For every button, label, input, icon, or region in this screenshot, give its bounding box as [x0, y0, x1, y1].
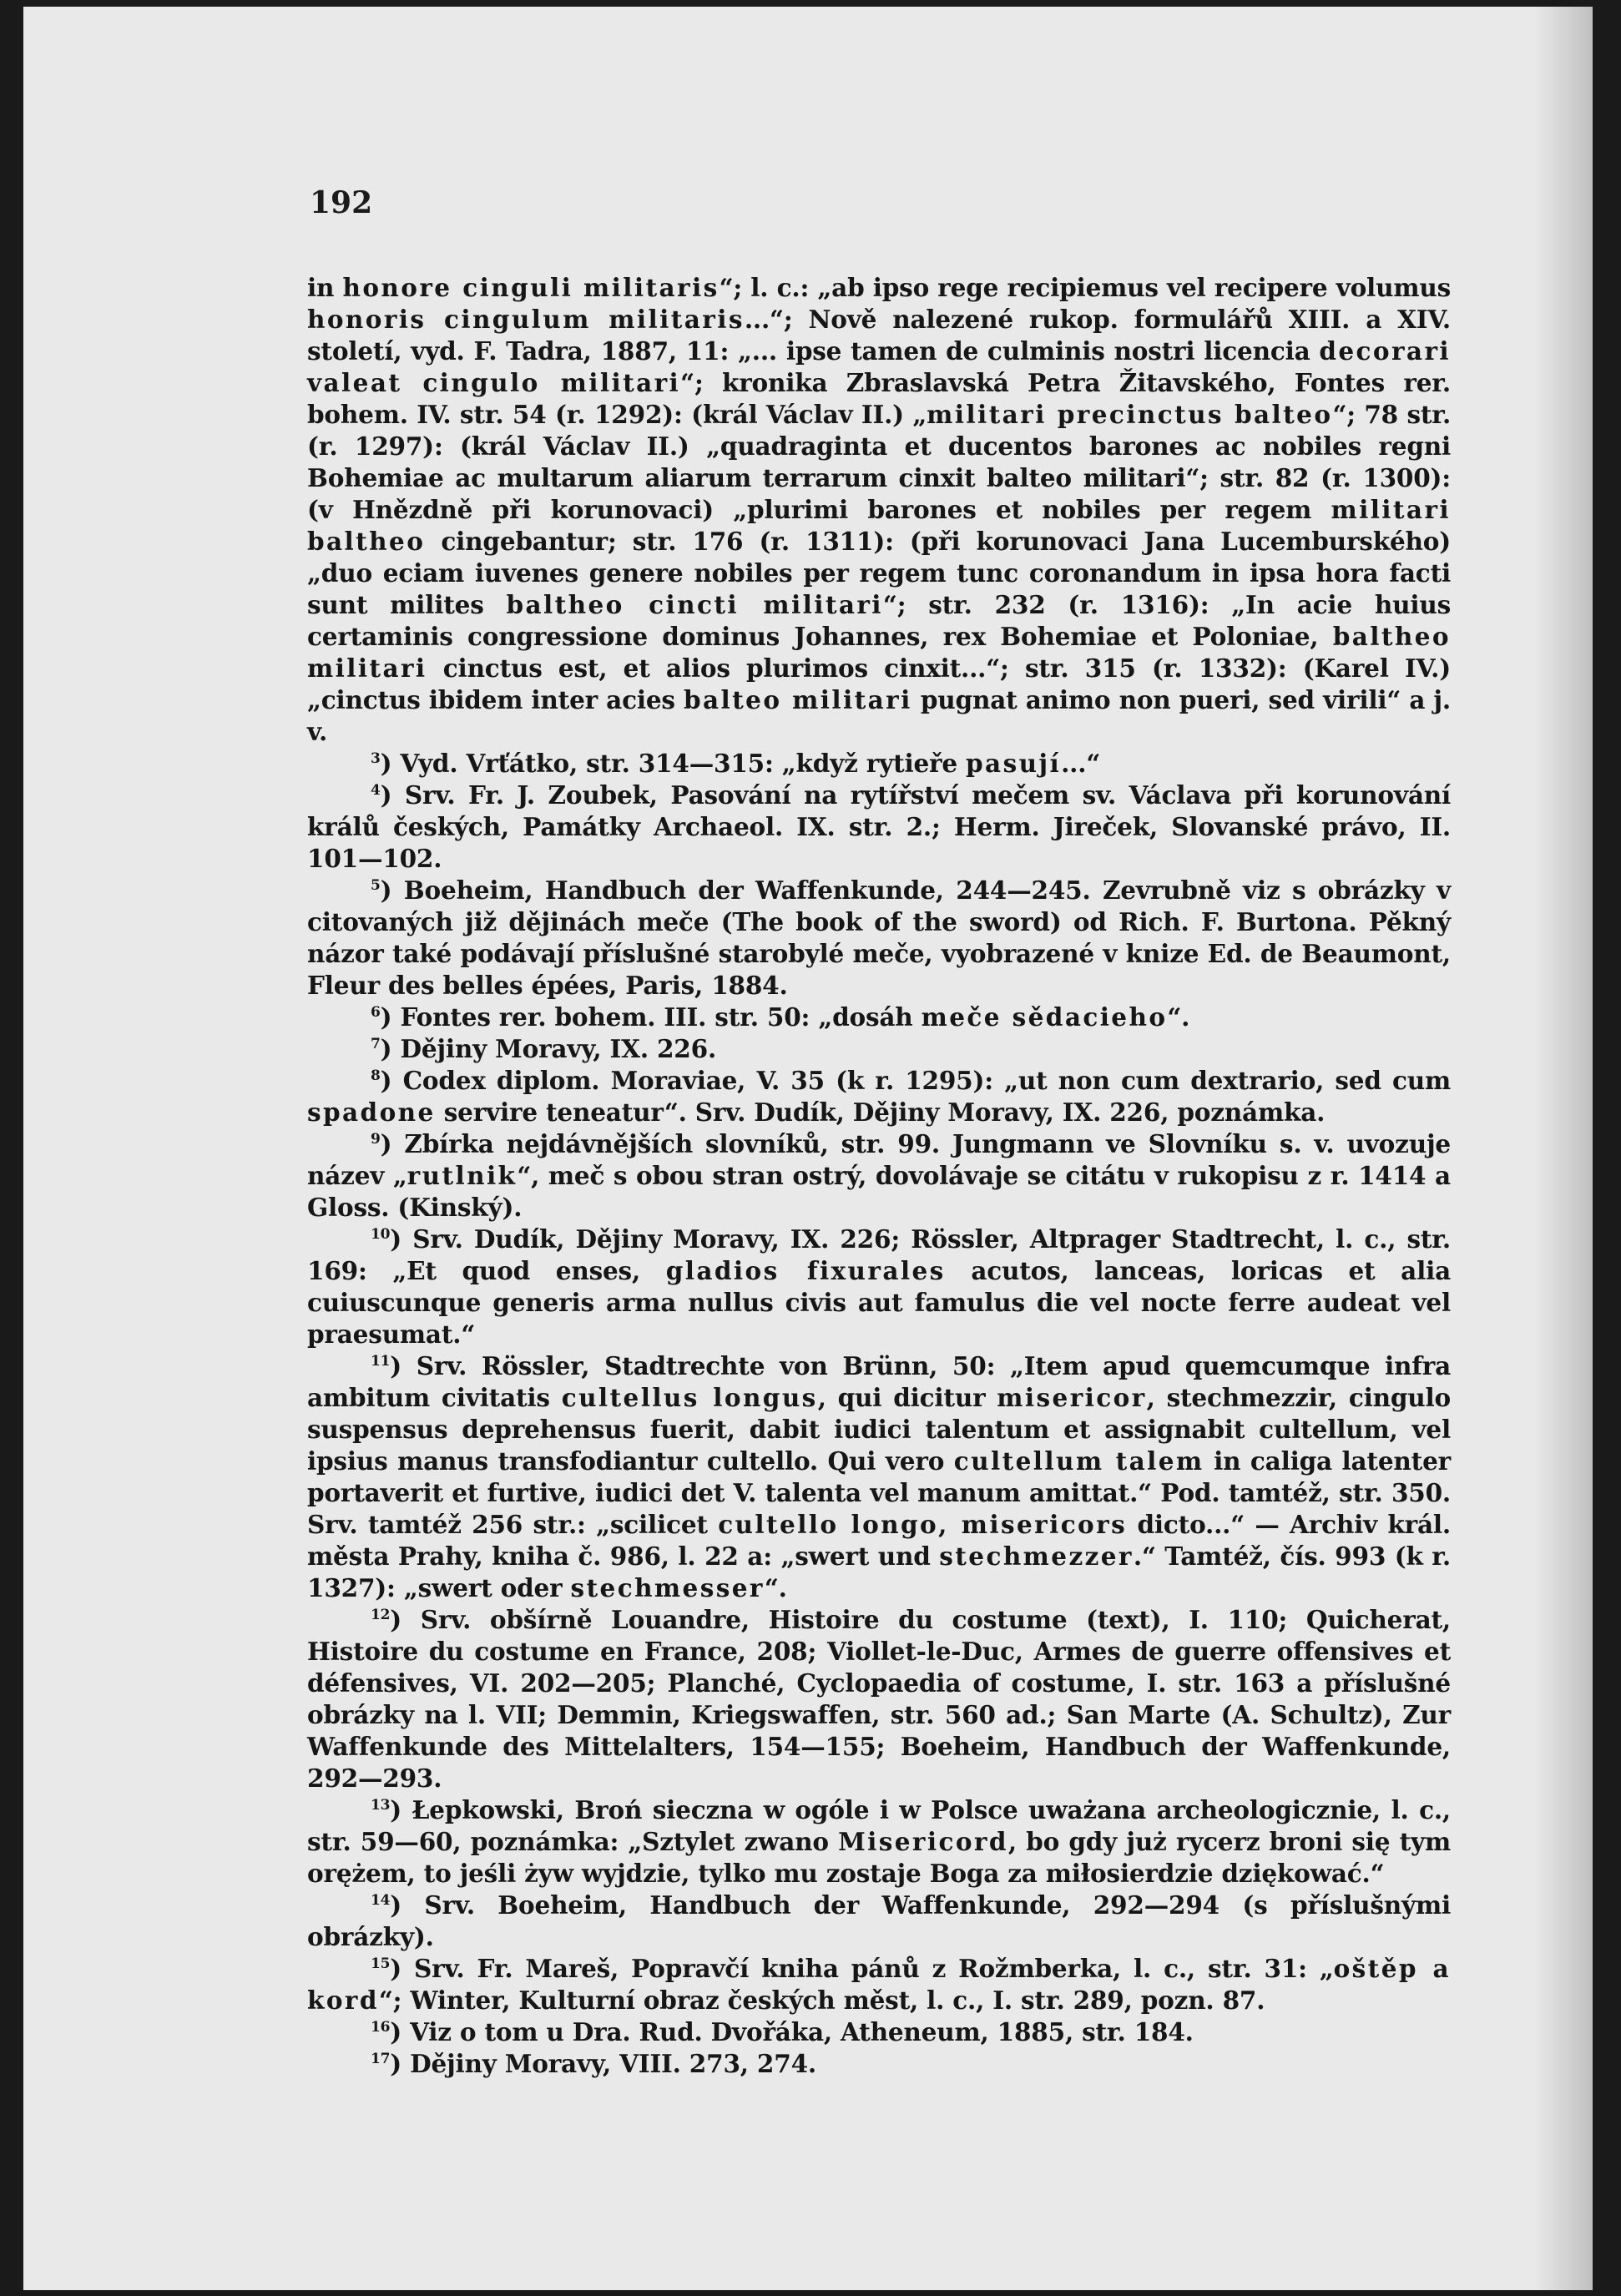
footnote-paragraph	[307, 780, 1451, 875]
spaced-emphasis-text: cultellum talem	[953, 1446, 1204, 1476]
footnote-number: 13	[371, 1797, 391, 1814]
text-run: in caliga latenter portaverit et furtive, iudici det V. talenta vel manum amittat.“ Pod. tamtéž, str. 350. Srv. tamtéž 256 str.: „scilicet	[307, 1446, 1451, 1539]
footnote-number: 17	[371, 2051, 391, 2068]
spaced-emphasis-text: militari precinctus balteo	[927, 400, 1333, 429]
text-run: “; Winter, Kulturní obraz českých měst, l. c., I. str. 289, pozn. 87.	[378, 1986, 1265, 2015]
text-run: ) Viz o tom u Dra. Rud. Dvořáka, Atheneum, 1885, str. 184.	[390, 2017, 1194, 2046]
spaced-emphasis-text: gladios fixurales	[665, 1256, 946, 1285]
text-run: “.	[1167, 1002, 1190, 1032]
spaced-emphasis-text: baltheo cincti militari	[506, 590, 883, 619]
footnote-paragraph	[307, 875, 1451, 1002]
text-run: “; 78 str. (r. 1297): (král Václav II.) „quadraginta et ducentos barones ac nobiles regni Bohemiae ac multarum aliarum terrarum cinxit balteo militari“; str. 82 (r. 1300): (v Hnězdně při korunovaci) „plurimi barones et nobiles per regem	[307, 400, 1452, 524]
footnote-number: 3	[371, 750, 381, 768]
spaced-emphasis-text: honore cinguli militaris	[342, 273, 720, 302]
text-run: acutos, lanceas, loricas et alia cuiuscunque generis arma nullus civis aut famulus die vel nocte ferre audeat vel praesumat.“	[307, 1256, 1451, 1349]
text-run: ) Srv. Boeheim, Handbuch der Waffenkunde, 292—294 (s příslušnými obrázky).	[307, 1890, 1451, 1951]
footnote-number: 14	[371, 1892, 391, 1910]
spaced-emphasis-text: misericor	[997, 1383, 1147, 1412]
text-run: “, meč s obou stran ostrý, dovolávaje se citátu v rukopisu z r. 1414 a Gloss. (Kinský).	[307, 1161, 1451, 1222]
footnote-paragraph	[307, 1604, 1451, 1794]
text-run: “; str. 232 (r. 1316): „In acie huius certaminis congressione dominus Johannes, rex Bohemiae et Poloniae,	[307, 590, 1451, 651]
footnote-number: 8	[371, 1067, 381, 1085]
footnote-paragraph	[307, 1002, 1451, 1033]
spaced-emphasis-text: stechmezzer	[939, 1542, 1134, 1571]
footnote-paragraph	[307, 1065, 1451, 1128]
text-run: ...“	[1061, 749, 1101, 778]
footnote-number: 11	[371, 1353, 391, 1370]
text-run: cinctus est, et alios plurimos cinxit...“; str. 315 (r. 1332): (Karel IV.) „cinctus ibidem inter acies	[307, 653, 1451, 714]
text-run: , qui dicitur	[817, 1383, 997, 1412]
footnote-number: 9	[371, 1131, 381, 1148]
text-run: ) Srv. Dudík, Dějiny Moravy, IX. 226; Rössler, Altprager Stadtrecht, l. c., str. 169: „Et quod enses,	[307, 1224, 1451, 1285]
footnote-number: 16	[371, 2019, 391, 2036]
footnote-number: 12	[371, 1607, 391, 1624]
footnote-paragraph	[307, 748, 1451, 780]
spaced-emphasis-text: Misericord	[838, 1827, 1008, 1856]
spaced-emphasis-text: spadone	[307, 1098, 436, 1127]
footnote-number: 5	[371, 877, 381, 895]
spaced-emphasis-text: rutlnik	[407, 1161, 518, 1190]
book-page	[23, 7, 1593, 2290]
text-run: “.	[764, 1573, 787, 1602]
page-number: 192	[310, 185, 373, 220]
text-run: ) Łepkowski, Broń sieczna w ogóle i w Polsce uważana archeologicznie, l. c., str. 59—60, poznámka: „Sztylet zwano	[307, 1795, 1451, 1856]
text-run: ...“; Nově nalezené rukop. formulářů XIII. a XIV. století, vyd. F. Tadra, 1887, 11: „... ipse tamen de culminis nostri licencia	[307, 305, 1451, 366]
footnote-number: 7	[371, 1036, 381, 1053]
footnote-paragraph	[307, 2048, 1451, 2080]
text-run: ) Vyd. Vrťátko, str. 314—315: „když rytieře	[380, 749, 967, 778]
text-run: ) Srv. Rössler, Stadtrechte von Brünn, 50: „Item apud quemcumque infra ambitum civitatis	[307, 1351, 1451, 1412]
footnote-paragraph	[307, 1794, 1451, 1890]
footnote-paragraph	[307, 1890, 1451, 1953]
text-run: in	[307, 273, 343, 302]
footnote-paragraph	[307, 1033, 1451, 1065]
text-run: pugnat animo non pueri, sed virili“ a j. v.	[307, 685, 1451, 746]
footnote-paragraph	[307, 1128, 1451, 1224]
text-run: ) Codex diplom. Moraviae, V. 35 (k r. 1295): „ut non cum dextrario, sed cum	[380, 1066, 1451, 1095]
footnote-number: 6	[371, 1004, 381, 1022]
text-run: ) Zbírka nejdávnějších slovníků, str. 99. Jungmann ve Slovníku s. v. uvozuje název „	[307, 1129, 1451, 1190]
text-run: servire teneatur“. Srv. Dudík, Dějiny Moravy, IX. 226, poznámka.	[435, 1098, 1326, 1127]
spaced-emphasis-text: cultellus longus	[561, 1383, 818, 1412]
text-run: , stechmezzir, cingulo suspensus deprehensus fuerit, dabit iudici talentum et assignabit cultellum, vel ipsius manus transfodiantur cultello. Qui vero	[307, 1383, 1451, 1476]
footnote-paragraph	[307, 2016, 1451, 2048]
footnote-paragraph	[307, 1224, 1451, 1350]
spaced-emphasis-text: militari baltheo	[307, 495, 1451, 556]
text-run: ) Boeheim, Handbuch der Waffenkunde, 244—245. Zevrubně viz s obrázky v citovaných již dějinách meče (The book of the sword) od Rich. F. Burtona. Pěkný názor také podávají příslušné starobylé meče, vyobrazené v knize Ed. de Beaumont, Fleur des belles épées, Paris, 1884.	[307, 876, 1451, 1000]
text-run: ) Srv. obšírně Louandre, Histoire du costume (text), I. 110; Quicherat, Histoire du costume en France, 208; Viollet-le-Duc, Armes de guerre offensives et défensives, VI. 202—205; Planché, Cyclopaedia of costume, I. str. 163 a příslušné obrázky na l. VII; Demmin, Kriegswaffen, str. 560 ad.; San Marte (A. Schultz), Zur Waffenkunde des Mittelalters, 154—155; Boeheim, Handbuch der Waffenkunde, 292—293.	[307, 1605, 1451, 1793]
footnote-paragraph	[307, 1953, 1451, 2016]
spaced-emphasis-text: pasují	[966, 749, 1062, 778]
spaced-emphasis-text: cultello longo, misericors	[718, 1510, 1128, 1539]
text-run: ) Srv. Fr. Mareš, Popravčí kniha pánů z Rožmberka, l. c., str. 31: „	[390, 1954, 1334, 1983]
text-run: ) Dějiny Moravy, VIII. 273, 274.	[390, 2049, 816, 2078]
spaced-emphasis-text: honoris cingulum militaris	[307, 305, 745, 334]
text-run: ) Fontes rer. bohem. III. str. 50: „dosáh	[380, 1002, 922, 1032]
footnote-number: 10	[371, 1226, 391, 1244]
continued-footnote-paragraph	[307, 272, 1451, 748]
text-run: ) Dějiny Moravy, IX. 226.	[380, 1034, 717, 1063]
footnote-number: 4	[371, 782, 381, 800]
text-run: “; l. c.: „ab ipso rege recipiemus vel recipere volumus	[719, 273, 1451, 302]
text-run: cingebantur; str. 176 (r. 1311): (při korunovaci Jana Lucemburského) „duo eciam iuvenes genere nobiles per regem tunc coronandum in ipsa hora facti sunt milites	[307, 527, 1451, 619]
footnote-paragraph	[307, 1350, 1451, 1604]
spaced-emphasis-text: baltheo militari	[307, 622, 1451, 683]
spaced-emphasis-text: decorari valeat cingulo militari	[307, 336, 1451, 397]
text-run: “; kronika Zbraslavská Petra Žitavského, Fontes rer. bohem. IV. str. 54 (r. 1292): (král Václav II.) „	[307, 368, 1451, 429]
footnotes-text	[307, 272, 1451, 2080]
text-run: dicto...“ — Archiv král. města Prahy, kniha č. 986, l. 22 a: „swert und	[307, 1510, 1451, 1571]
text-run: ) Srv. Fr. J. Zoubek, Pasování na rytířství mečem sv. Václava při korunování králů českých, Památky Archaeol. IX. str. 2.; Herm. Jireček, Slovanské právo, II. 101—102.	[307, 780, 1451, 873]
spaced-emphasis-text: oštěp a kord	[307, 1954, 1451, 2015]
text-run: .“ Tamtéž, čís. 993 (k r. 1327): „swert oder	[307, 1542, 1452, 1602]
spaced-emphasis-text: balteo militari	[684, 685, 912, 714]
text-run: , bo gdy już rycerz broni się tym orężem, to jeśli żyw wyjdzie, tylko mu zostaje Boga za miłosierdzie dziękować.“	[307, 1827, 1451, 1888]
spaced-emphasis-text: stechmesser	[570, 1573, 765, 1602]
page-edge-shadow	[1534, 7, 1593, 2290]
footnote-number: 15	[371, 1955, 391, 1973]
spaced-emphasis-text: meče sědacieho	[921, 1002, 1168, 1032]
